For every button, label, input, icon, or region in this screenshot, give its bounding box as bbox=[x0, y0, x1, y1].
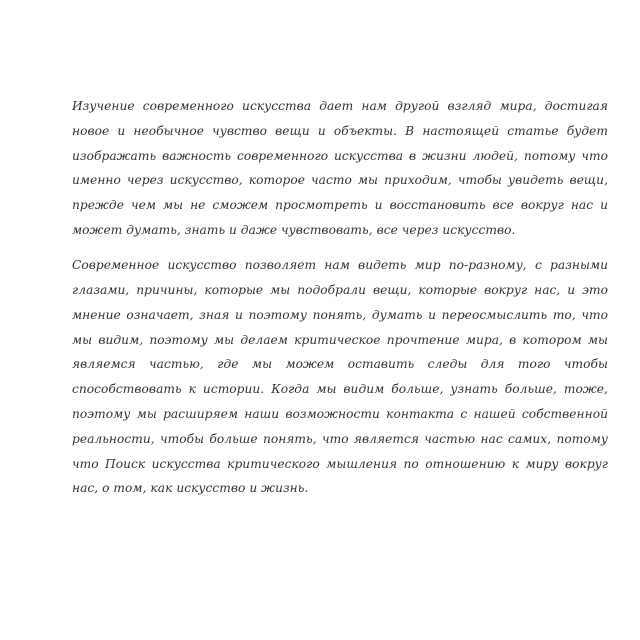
paragraph-modern-art: Современное искусство позволяет нам видеть мир по-разному, с разными глазами, причины, которые мы подобрали вещи, которые вокруг нас, и это мнение означает, зная и поэтому понять, думать и переосмыслить то, что мы видим, поэтому мы делаем критическое прочтение мира, в котором мы являемся частью, где мы можем оставить следы для того чтобы способствовать к истории. Когда мы видим больше, узнать больше, тоже, поэтому мы расширяем наши возможности контакта с нашей собственной реальности, чтобы больше понять, что является частью нас самих, потому что Поиск искусства критического мышления по отношению к миру вокруг нас, о том, как искусство и жизнь. bbox=[72, 258, 608, 496]
document-body bbox=[72, 94, 608, 501]
paragraph-intro: Изучение современного искусства дает нам другой взгляд мира, достигая новое и необычное чувство вещи и объекты. В настоящей статье будет изображать важность современного искусства в жизни людей, потому что именно через искусство, которое часто мы приходим, чтобы увидеть вещи, прежде чем мы не сможем просмотреть и восстановить все вокруг нас и может думать, знать и даже чувствовать, все через искусство. bbox=[72, 99, 608, 237]
